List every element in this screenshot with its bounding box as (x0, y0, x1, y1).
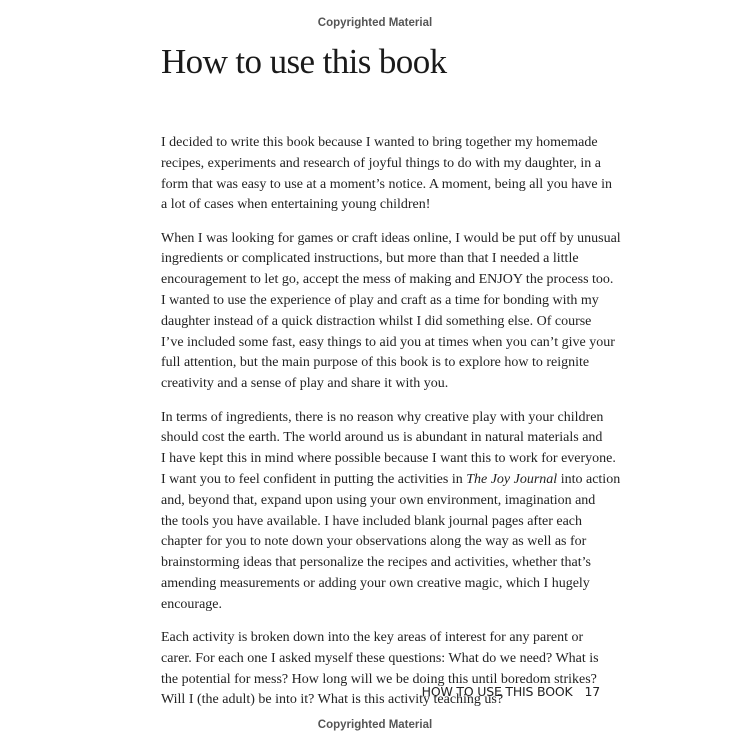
text-segment: I want you to feel confident in putting the activities in (161, 471, 467, 487)
running-head: HOW TO USE THIS BOOK (421, 684, 573, 699)
paragraph-3 (161, 408, 621, 616)
page-number: 17 (584, 684, 600, 699)
text-segment: into action (557, 471, 621, 487)
text-line: daughter instead of a quick distraction whilst I did something else. Of course (161, 313, 592, 329)
body-text (161, 133, 621, 724)
paragraph-1 (161, 133, 613, 216)
text-line: encourage. (161, 596, 223, 612)
text-line: I wanted to use the experience of play and craft as a time for bonding with my (161, 293, 599, 309)
text-line: and, beyond that, expand upon using your own environment, imagination and (161, 492, 596, 508)
page-title: How to use this book (161, 42, 447, 81)
text-line: Will I (the adult) be into it? What is this activity teaching us? (161, 692, 504, 708)
text-line: When I was looking for games or craft ideas online, I would be put off by unusual (161, 230, 621, 246)
text-line: full attention, but the main purpose of this book is to explore how to reignite (161, 355, 590, 371)
text-line: recipes, experiments and research of joyful things to do with my daughter, in a (161, 155, 601, 171)
text-line: carer. For each one I asked myself these questions: What do we need? What is (161, 650, 599, 666)
text-line: I’ve included some fast, easy things to aid you at times when you can’t give your (161, 334, 615, 350)
text-line: encouragement to let go, accept the mess of making and ENJOY the process too. (161, 272, 614, 288)
text-line: chapter for you to note down your observations along the way as well as for (161, 534, 587, 550)
text-line: form that was easy to use at a moment’s notice. A moment, being all you have in (161, 176, 613, 192)
text-line: the tools you have available. I have included blank journal pages after each (161, 513, 582, 529)
text-line: Each activity is broken down into the key areas of interest for any parent or (161, 630, 584, 646)
text-line: a lot of cases when entertaining young children! (161, 197, 431, 213)
paragraph-2 (161, 229, 621, 395)
text-line: I have kept this in mind where possible because I want this to work for everyone. (161, 451, 616, 467)
text-line: amending measurements or adding your own creative magic, which I hugely (161, 575, 590, 591)
page-footer (422, 684, 600, 699)
text-line: ingredients or complicated instructions, but more than that I needed a little (161, 251, 579, 267)
copyright-watermark-bottom: Copyrighted Material (317, 719, 433, 731)
copyright-watermark-top: Copyrighted Material (317, 17, 433, 29)
text-line: should cost the earth. The world around us is abundant in natural materials and (161, 430, 603, 446)
text-line: creativity and a sense of play and share it with you. (161, 376, 449, 392)
book-title-italic: The Joy Journal (466, 471, 558, 487)
text-line-with-book-title (161, 470, 621, 491)
text-line: I decided to write this book because I wanted to bring together my homemade (161, 135, 598, 150)
text-line: brainstorming ideas that personalize the recipes and activities, whether that’s (161, 555, 591, 571)
text-line: In terms of ingredients, there is no reason why creative play with your children (161, 409, 604, 425)
text-line: the potential for mess? How long will we be doing this until boredom strikes? (161, 671, 597, 687)
